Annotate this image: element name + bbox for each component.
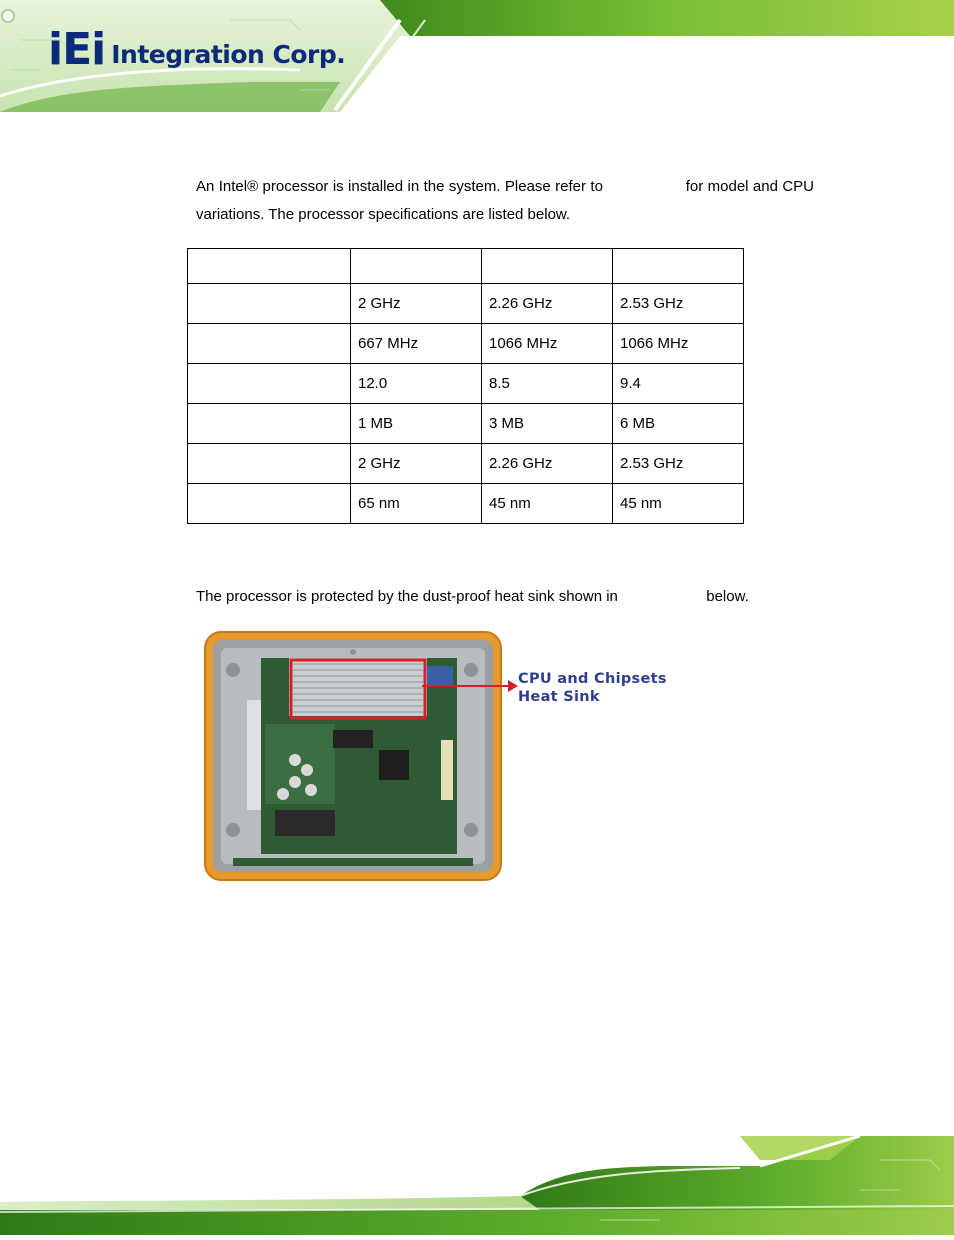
company-logo — [48, 24, 346, 75]
callout-arrow — [420, 676, 520, 696]
row-label-cell — [188, 284, 351, 324]
table-header-row — [188, 249, 744, 284]
table-row — [188, 484, 744, 524]
table-row — [188, 444, 744, 484]
row-label-cell — [188, 404, 351, 444]
intro-paragraph — [196, 173, 814, 229]
callout-line2: Heat Sink — [518, 689, 600, 705]
heatsink-text-part2: below. — [706, 588, 749, 605]
table-cell: 667 MHz — [351, 324, 482, 364]
table-cell: 2 GHz — [351, 444, 482, 484]
header-cell — [482, 249, 613, 284]
table-cell: 2.26 GHz — [482, 284, 613, 324]
row-label-cell — [188, 484, 351, 524]
intro-text-part1: An Intel® processor is installed in the system. Please refer to — [196, 178, 603, 195]
table-cell: 2 GHz — [351, 284, 482, 324]
table-cell: 3 MB — [482, 404, 613, 444]
footer-background — [0, 1130, 954, 1235]
heatsink-paragraph — [196, 583, 814, 611]
footer-banner — [0, 1130, 954, 1235]
table-row — [188, 404, 744, 444]
header-cell — [351, 249, 482, 284]
table-cell: 2.53 GHz — [613, 444, 744, 484]
table-cell: 6 MB — [613, 404, 744, 444]
callout-label — [518, 670, 667, 706]
table-row — [188, 324, 744, 364]
table-cell: 9.4 — [613, 364, 744, 404]
intro-text-part2: for model and CPU variations. The processor specifications are listed below. — [196, 178, 814, 223]
table-cell: 2.26 GHz — [482, 444, 613, 484]
heatsink-photo — [203, 630, 503, 882]
table-cell: 45 nm — [482, 484, 613, 524]
logo-mark: iEi — [48, 24, 106, 75]
table-cell: 1 MB — [351, 404, 482, 444]
table-cell: 45 nm — [613, 484, 744, 524]
header-banner — [0, 0, 954, 115]
table-cell: 12.0 — [351, 364, 482, 404]
table-cell: 1066 MHz — [482, 324, 613, 364]
table-cell: 1066 MHz — [613, 324, 744, 364]
callout-line1: CPU and Chipsets — [518, 671, 667, 687]
processor-spec-table — [187, 248, 744, 524]
table-row — [188, 284, 744, 324]
header-cell — [613, 249, 744, 284]
row-label-cell — [188, 364, 351, 404]
logo-text: Integration Corp. — [111, 40, 346, 69]
table-cell: 65 nm — [351, 484, 482, 524]
table-row — [188, 364, 744, 404]
header-cell — [188, 249, 351, 284]
row-label-cell — [188, 444, 351, 484]
table-cell: 2.53 GHz — [613, 284, 744, 324]
row-label-cell — [188, 324, 351, 364]
heatsink-text-part1: The processor is protected by the dust-proof heat sink shown in — [196, 588, 618, 605]
table-cell: 8.5 — [482, 364, 613, 404]
